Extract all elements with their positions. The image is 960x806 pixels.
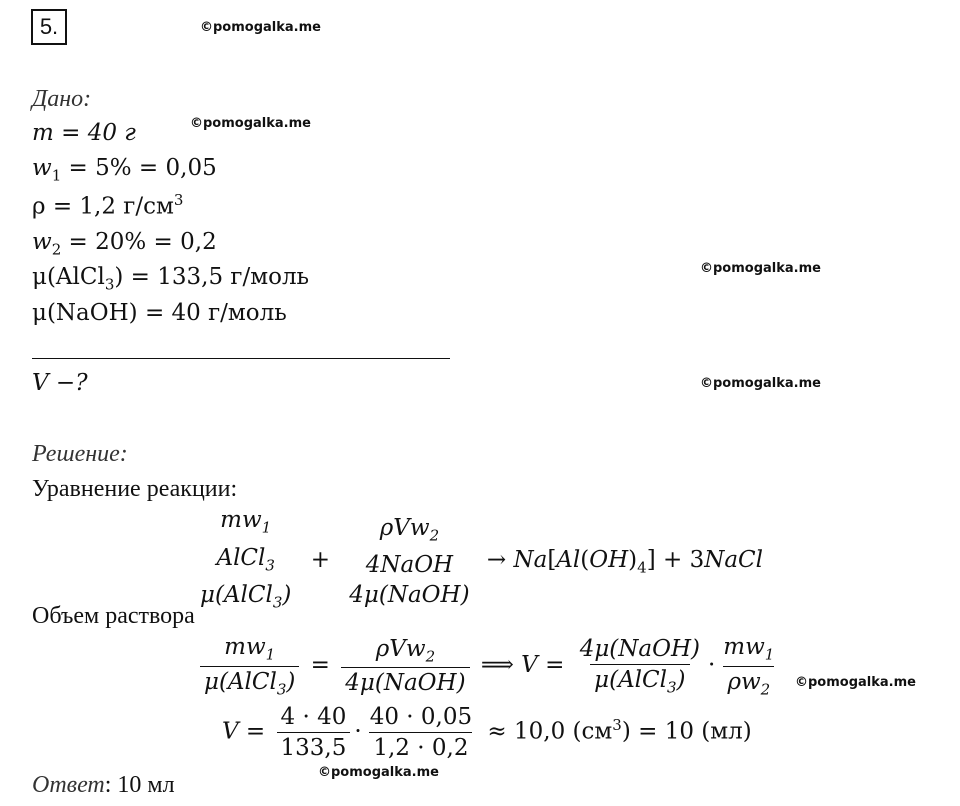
volume-formula: $\frac{mw_1}{\mu(AlCl_3)}$ = $\frac{\rho Vw_2}{\text{4μ(NaOH)}}$ ⟹ V = $\frac{\text{4μ(NaOH)}}{\mu(AlCl_3)}$ · $\frac{mw_1}{\rho w_2}$: [196, 634, 782, 698]
given-molar-mass-alcl3: μ(AlCl$_3$) = 133,5 г/моль: [32, 264, 310, 294]
watermark: ©pomogalka.me: [190, 116, 311, 131]
answer: Ответ: 10 мл: [32, 772, 175, 798]
volume-calculation: V = $\frac{4 \cdot 40}{133,5}$ · $\frac{40 \cdot 0,05}{1,2 \cdot 0,2}$ ≈ 10,0 $(см^3) = 10$ (мл): [222, 704, 752, 761]
watermark: ©pomogalka.me: [700, 261, 821, 276]
given-mass: m = 40 г: [32, 120, 136, 146]
divider: [32, 358, 450, 359]
given-w2: $w_2 = 20\% = 0,2$: [32, 229, 217, 259]
solution-heading: Решение:: [32, 441, 128, 467]
given-heading: Дано:: [32, 86, 92, 112]
reaction-equation: $mw_1$ AlCl$_3$ μ(AlCl$_3$) + ρVw$_2$ 4NaOH 4μ(NaOH) → $Na[Al(OH)_4]$ + 3NaCl: [200, 507, 763, 612]
watermark: ©pomogalka.me: [200, 20, 321, 35]
reaction-label: Уравнение реакции:: [32, 476, 238, 502]
find-volume: V −?: [32, 370, 88, 396]
given-density: ρ = 1,2 $г/см^3$: [32, 191, 184, 220]
watermark: ©pomogalka.me: [318, 765, 439, 780]
watermark: ©pomogalka.me: [700, 376, 821, 391]
volume-label: Объем раствора: [32, 603, 195, 629]
watermark: ©pomogalka.me: [795, 675, 916, 690]
given-molar-mass-naoh: μ(NaOH) = 40 г/моль: [32, 300, 287, 326]
given-w1: $w_1 = 5\% = 0,05$: [32, 155, 217, 185]
problem-number: 5.: [31, 9, 67, 45]
